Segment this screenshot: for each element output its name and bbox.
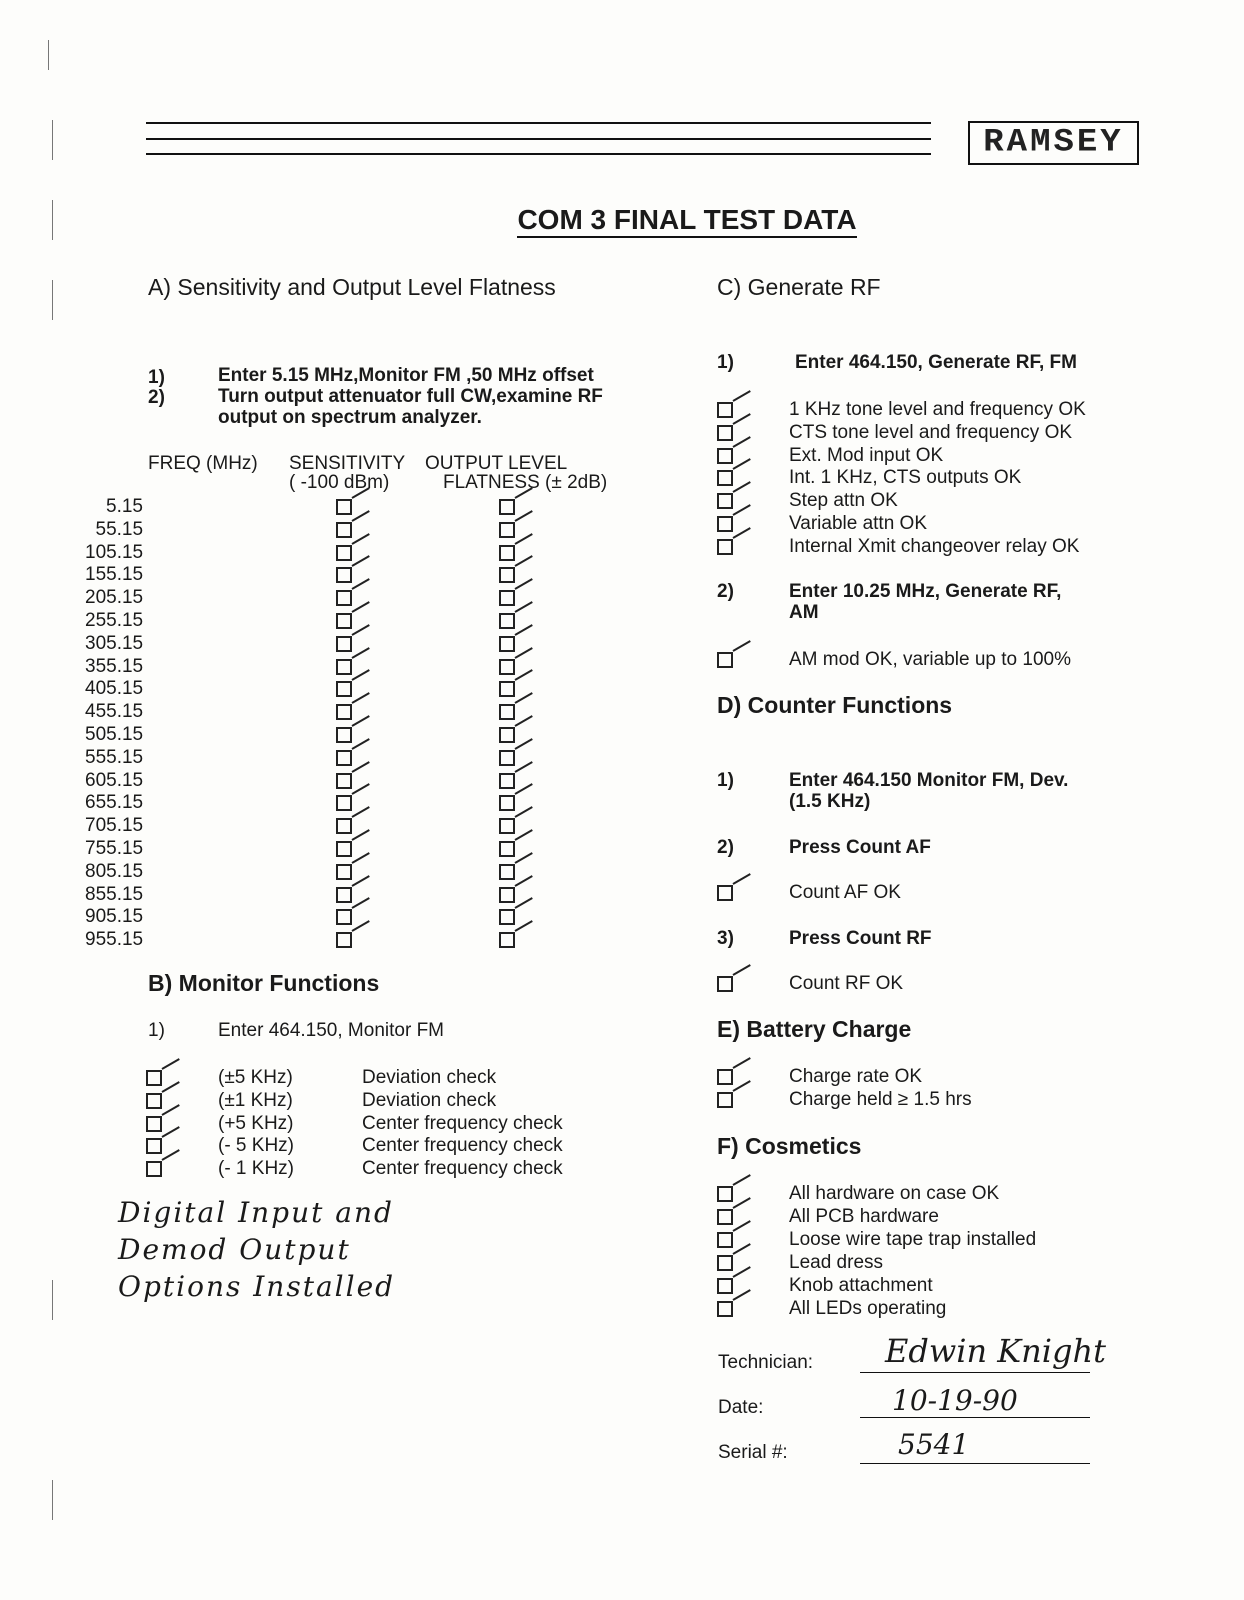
sensitivity-checkbox[interactable]	[336, 613, 352, 629]
freq-value: 955.15	[85, 929, 144, 950]
freq-value: 655.15	[85, 792, 144, 813]
monitor-range: (+5 KHz)	[218, 1113, 294, 1134]
freq-value: 5.15	[106, 496, 143, 517]
generate-rf-check-label: Internal Xmit changeover relay OK	[789, 536, 1080, 557]
battery-check-label: Charge rate OK	[789, 1066, 923, 1087]
monitor-check-label: Center frequency check	[362, 1158, 563, 1179]
sensitivity-checkbox[interactable]	[336, 704, 352, 720]
section-c-title: C) Generate RF	[717, 274, 881, 300]
section-d-step3-num: 3)	[717, 928, 734, 949]
flatness-checkbox[interactable]	[499, 590, 515, 606]
margin-mark	[52, 280, 53, 320]
generate-rf-check-label: Step attn OK	[789, 490, 898, 511]
cosmetics-checkbox[interactable]	[717, 1301, 733, 1317]
section-c-step1-num: 1)	[717, 352, 734, 373]
sensitivity-checkbox[interactable]	[336, 522, 352, 538]
sensitivity-checkbox[interactable]	[336, 590, 352, 606]
flatness-checkbox[interactable]	[499, 727, 515, 743]
freq-value: 455.15	[85, 701, 144, 722]
date-line	[860, 1417, 1090, 1418]
generate-rf-checkbox[interactable]	[717, 470, 733, 486]
cosmetics-check-label: All hardware on case OK	[789, 1183, 1000, 1204]
freq-value: 605.15	[85, 770, 144, 791]
section-b-step-num: 1)	[148, 1020, 165, 1041]
section-c-step2-num: 2)	[717, 581, 734, 602]
cosmetics-check-label: Lead dress	[789, 1252, 884, 1273]
flatness-checkbox[interactable]	[499, 522, 515, 538]
margin-mark	[48, 40, 49, 70]
monitor-range: (- 5 KHz)	[218, 1135, 294, 1156]
generate-rf-checkbox[interactable]	[717, 516, 733, 532]
sensitivity-checkbox[interactable]	[336, 750, 352, 766]
section-b-title: B) Monitor Functions	[148, 970, 380, 996]
col-header-output-sub: FLATNESS (± 2dB)	[443, 472, 608, 493]
freq-value: 905.15	[85, 906, 144, 927]
battery-check-label: Charge held ≥ 1.5 hrs	[789, 1089, 972, 1110]
flatness-checkbox[interactable]	[499, 636, 515, 652]
cosmetics-checkbox[interactable]	[717, 1255, 733, 1271]
section-d-step1-num: 1)	[717, 770, 734, 791]
serial-label: Serial #:	[718, 1442, 788, 1463]
monitor-check-label: Deviation check	[362, 1067, 497, 1088]
am-checkbox[interactable]	[717, 652, 733, 668]
technician-line	[860, 1372, 1090, 1373]
cosmetics-checkbox[interactable]	[717, 1278, 733, 1294]
sensitivity-checkbox[interactable]	[336, 727, 352, 743]
flatness-checkbox[interactable]	[499, 818, 515, 834]
date-value: 10-19-90	[892, 1384, 1018, 1417]
section-a-step-num: 2)	[148, 387, 165, 408]
col-header-sensitivity-sub: ( -100 dBm)	[289, 472, 390, 493]
flatness-checkbox[interactable]	[499, 545, 515, 561]
monitor-checkbox[interactable]	[146, 1161, 162, 1177]
freq-value: 755.15	[85, 838, 144, 859]
sensitivity-checkbox[interactable]	[336, 932, 352, 948]
section-a-step-text: output on spectrum analyzer.	[218, 407, 482, 428]
technician-signature: Edwin Knight	[885, 1332, 1106, 1370]
sensitivity-checkbox[interactable]	[336, 818, 352, 834]
sensitivity-checkbox[interactable]	[336, 681, 352, 697]
section-c-step2-text2: AM	[789, 602, 819, 623]
generate-rf-checkbox[interactable]	[717, 425, 733, 441]
generate-rf-checkbox[interactable]	[717, 539, 733, 555]
flatness-checkbox[interactable]	[499, 750, 515, 766]
sensitivity-checkbox[interactable]	[336, 887, 352, 903]
sensitivity-checkbox[interactable]	[336, 909, 352, 925]
cosmetics-check-label: All PCB hardware	[789, 1206, 939, 1227]
generate-rf-checkbox[interactable]	[717, 493, 733, 509]
battery-checkbox[interactable]	[717, 1092, 733, 1108]
section-a-step-text: Enter 5.15 MHz,Monitor FM ,50 MHz offset	[218, 365, 594, 386]
count-af-checkbox[interactable]	[717, 885, 733, 901]
section-d-title: D) Counter Functions	[717, 692, 953, 718]
monitor-range: (±1 KHz)	[218, 1090, 293, 1111]
freq-value: 505.15	[85, 724, 144, 745]
generate-rf-check-label: Variable attn OK	[789, 513, 928, 534]
cosmetics-checkbox[interactable]	[717, 1232, 733, 1248]
section-a-step-text: Turn output attenuator full CW,examine RF	[218, 386, 603, 407]
sensitivity-checkbox[interactable]	[336, 545, 352, 561]
freq-value: 555.15	[85, 747, 144, 768]
flatness-checkbox[interactable]	[499, 887, 515, 903]
freq-value: 705.15	[85, 815, 144, 836]
generate-rf-checkbox[interactable]	[717, 448, 733, 464]
flatness-checkbox[interactable]	[499, 659, 515, 675]
section-c-step2-text: Enter 10.25 MHz, Generate RF,	[789, 581, 1062, 602]
handwritten-note: Demod Output	[118, 1233, 351, 1266]
flatness-checkbox[interactable]	[499, 864, 515, 880]
margin-mark	[52, 200, 53, 240]
monitor-checkbox[interactable]	[146, 1138, 162, 1154]
margin-mark	[52, 1280, 53, 1320]
flatness-checkbox[interactable]	[499, 773, 515, 789]
cosmetics-checkbox[interactable]	[717, 1209, 733, 1225]
monitor-range: (±5 KHz)	[218, 1067, 293, 1088]
flatness-checkbox[interactable]	[499, 932, 515, 948]
count-af-label: Count AF OK	[789, 882, 901, 903]
freq-value: 805.15	[85, 861, 144, 882]
freq-value: 105.15	[85, 542, 144, 563]
flatness-checkbox[interactable]	[499, 909, 515, 925]
section-a-step-num: 1)	[148, 367, 165, 388]
battery-checkbox[interactable]	[717, 1069, 733, 1085]
freq-value: 155.15	[85, 564, 144, 585]
freq-value: 405.15	[85, 678, 144, 699]
count-rf-label: Count RF OK	[789, 973, 904, 994]
sensitivity-checkbox[interactable]	[336, 659, 352, 675]
count-rf-checkbox[interactable]	[717, 976, 733, 992]
sensitivity-checkbox[interactable]	[336, 841, 352, 857]
freq-value: 205.15	[85, 587, 144, 608]
sensitivity-checkbox[interactable]	[336, 773, 352, 789]
header-rule-mid	[146, 138, 931, 140]
technician-label: Technician:	[718, 1352, 814, 1373]
header-rule-bottom	[146, 153, 931, 155]
flatness-checkbox[interactable]	[499, 613, 515, 629]
sensitivity-checkbox[interactable]	[336, 499, 352, 515]
handwritten-note: Digital Input and	[118, 1196, 394, 1229]
section-a-title: A) Sensitivity and Output Level Flatness	[148, 274, 556, 300]
sensitivity-checkbox[interactable]	[336, 636, 352, 652]
page-title: COM 3 FINAL TEST DATA	[0, 204, 1244, 236]
section-e-title: E) Battery Charge	[717, 1016, 912, 1042]
flatness-checkbox[interactable]	[499, 704, 515, 720]
monitor-checkbox[interactable]	[146, 1093, 162, 1109]
margin-mark	[52, 120, 53, 160]
freq-value: 55.15	[95, 519, 144, 540]
monitor-check-label: Center frequency check	[362, 1113, 563, 1134]
header-rule-top	[146, 122, 931, 124]
sensitivity-checkbox[interactable]	[336, 567, 352, 583]
serial-value: 5541	[898, 1428, 970, 1461]
cosmetics-checkbox[interactable]	[717, 1186, 733, 1202]
section-c-step1-text: Enter 464.150, Generate RF, FM	[795, 352, 1077, 373]
handwritten-note: Options Installed	[118, 1270, 396, 1303]
generate-rf-check-label: CTS tone level and frequency OK	[789, 422, 1073, 443]
am-check-label: AM mod OK, variable up to 100%	[789, 649, 1071, 670]
freq-value: 305.15	[85, 633, 144, 654]
flatness-checkbox[interactable]	[499, 499, 515, 515]
freq-value: 355.15	[85, 656, 144, 677]
section-d-step1-text: Enter 464.150 Monitor FM, Dev.	[789, 770, 1069, 791]
col-header-output: OUTPUT LEVEL	[425, 453, 568, 474]
date-label: Date:	[718, 1397, 764, 1418]
flatness-checkbox[interactable]	[499, 795, 515, 811]
monitor-check-label: Center frequency check	[362, 1135, 563, 1156]
col-header-sensitivity: SENSITIVITY	[289, 453, 406, 474]
sensitivity-checkbox[interactable]	[336, 795, 352, 811]
flatness-checkbox[interactable]	[499, 567, 515, 583]
monitor-checkbox[interactable]	[146, 1116, 162, 1132]
section-d-step2-text: Press Count AF	[789, 837, 931, 858]
section-d-step3-text: Press Count RF	[789, 928, 932, 949]
freq-value: 855.15	[85, 884, 144, 905]
generate-rf-check-label: Ext. Mod input OK	[789, 445, 944, 466]
sensitivity-checkbox[interactable]	[336, 864, 352, 880]
flatness-checkbox[interactable]	[499, 681, 515, 697]
monitor-checkbox[interactable]	[146, 1070, 162, 1086]
section-f-title: F) Cosmetics	[717, 1133, 862, 1159]
section-b-step-text: Enter 464.150, Monitor FM	[218, 1020, 444, 1041]
cosmetics-check-label: Loose wire tape trap installed	[789, 1229, 1037, 1250]
margin-mark	[52, 1480, 53, 1520]
col-header-freq: FREQ (MHz)	[148, 453, 258, 474]
ramsey-logo: RAMSEY	[968, 121, 1139, 165]
section-d-step2-num: 2)	[717, 837, 734, 858]
generate-rf-check-label: 1 KHz tone level and frequency OK	[789, 399, 1086, 420]
generate-rf-checkbox[interactable]	[717, 402, 733, 418]
section-d-step1-text2: (1.5 KHz)	[789, 791, 871, 812]
monitor-check-label: Deviation check	[362, 1090, 497, 1111]
cosmetics-check-label: All LEDs operating	[789, 1298, 947, 1319]
serial-line	[860, 1463, 1090, 1464]
freq-value: 255.15	[85, 610, 144, 631]
cosmetics-check-label: Knob attachment	[789, 1275, 933, 1296]
monitor-range: (- 1 KHz)	[218, 1158, 294, 1179]
generate-rf-check-label: Int. 1 KHz, CTS outputs OK	[789, 467, 1022, 488]
flatness-checkbox[interactable]	[499, 841, 515, 857]
